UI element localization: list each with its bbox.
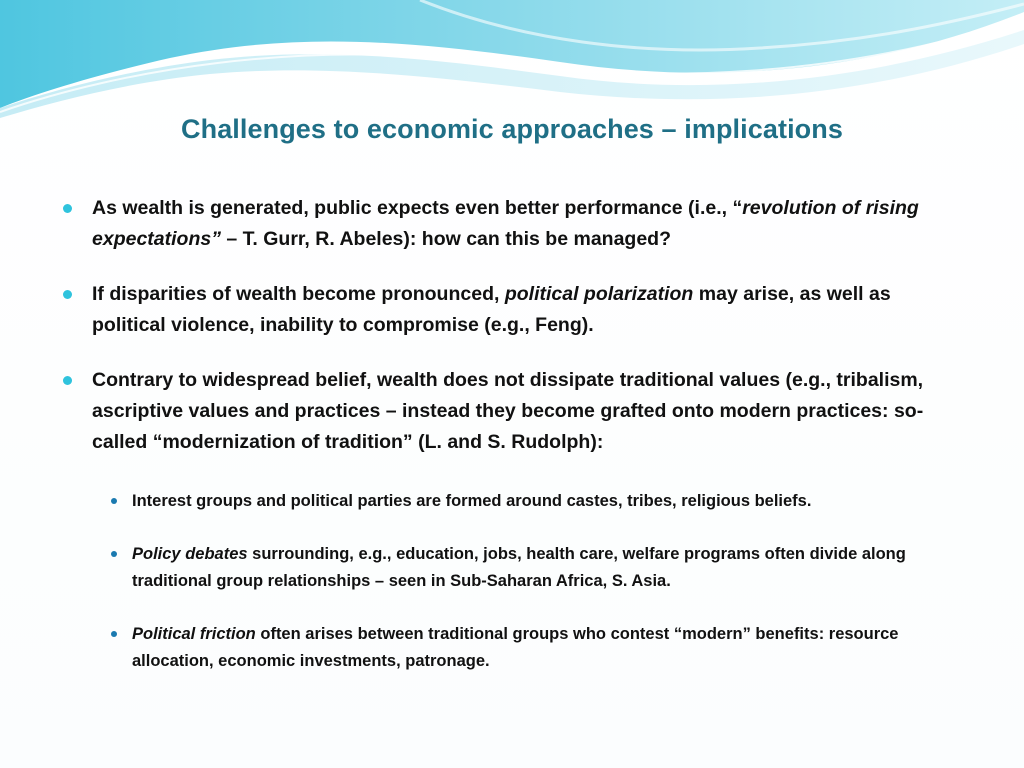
sub-bullet-text: Interest groups and political parties are formed around castes, tribes, religious beliefs.: [132, 492, 812, 510]
bullet-text-italic: revolution of rising expectations”: [92, 197, 919, 250]
bullet-item: [62, 365, 962, 458]
sub-bullet-dot-icon: [111, 551, 117, 557]
bullet-text: If disparities of wealth become pronounced,: [92, 283, 505, 305]
sub-bullet-text: often arises between traditional groups who contest “modern” benefits: resource allocation, economic investments, patronage.: [132, 625, 899, 670]
slide-title: Challenges to economic approaches – implications: [181, 114, 843, 144]
sub-bullet-item: [110, 541, 962, 595]
bullet-text-italic: political polarization: [504, 283, 694, 305]
sub-bullet-text: surrounding, e.g., education, jobs, health care, welfare programs often divide along traditional group relationships – seen in Sub-Saharan Africa, S. Asia.: [132, 545, 906, 590]
bullet-list: [62, 193, 962, 701]
bullet-dot-icon: [63, 376, 72, 385]
bullet-dot-icon: [63, 204, 72, 213]
sub-bullet-list: [110, 488, 962, 675]
bullet-item: [62, 193, 962, 255]
sub-bullet-item: [110, 488, 962, 515]
sub-bullet-dot-icon: [111, 631, 117, 637]
bullet-text: Contrary to widespread belief, wealth does not dissipate traditional values (e.g., tribalism, ascriptive values and practices – instead they become grafted onto modern practices: so-called “modernization of tradition” (L. and S. Rudolph):: [92, 369, 924, 453]
bullet-item: [62, 279, 962, 341]
decorative-wave-header: [0, 0, 1024, 130]
bullet-text: may arise, as well as political violence, inability to compromise (e.g., Feng).: [92, 283, 891, 336]
sub-bullet-text-italic: Political friction: [132, 625, 256, 643]
sub-bullet-item: [110, 621, 962, 675]
bullet-text: As wealth is generated, public expects even better performance (i.e., “: [92, 197, 743, 219]
sub-bullet-dot-icon: [111, 498, 117, 504]
sub-bullet-text-italic: Policy debates: [132, 545, 248, 563]
bullet-dot-icon: [63, 290, 72, 299]
bullet-text: – T. Gurr, R. Abeles): how can this be managed?: [220, 228, 672, 250]
